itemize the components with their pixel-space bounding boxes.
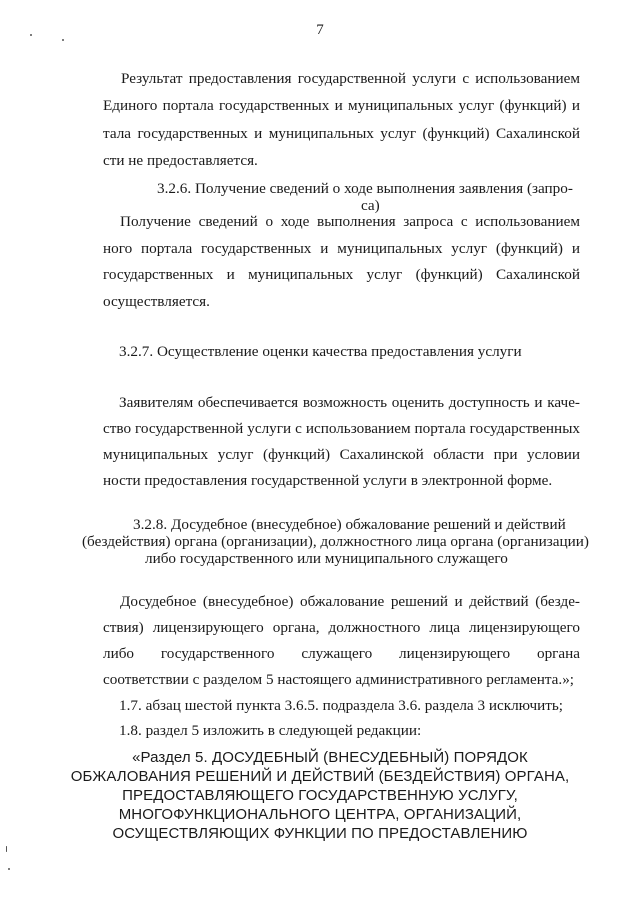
paragraph-line: Досудебное (внесудебное) обжалование решений и действий (безде- [120, 593, 580, 610]
section-heading: 3.2.6. Получение сведений о ходе выполнения заявления (запро- [157, 180, 573, 197]
list-item: 1.8. раздел 5 изложить в следующей редакции: [119, 722, 422, 739]
section-5-title-line: ОБЖАЛОВАНИЯ РЕШЕНИЙ И ДЕЙСТВИЙ (БЕЗДЕЙСТВИЯ) ОРГАНА, [70, 768, 570, 785]
paragraph-line: Единого портала государственных и муниципальных услуг (функций) и [103, 97, 580, 114]
page-number: 7 [316, 22, 324, 38]
scan-speck [8, 868, 10, 870]
section-heading: 3.2.8. Досудебное (внесудебное) обжалование решений и действий [133, 516, 566, 533]
scan-speck [62, 39, 64, 41]
section-heading: (бездействия) органа (организации), должностного лица органа (организации) [82, 533, 589, 550]
section-5-title-line: «Раздел 5. ДОСУДЕБНЫЙ (ВНЕСУДЕБНЫЙ) ПОРЯДОК [132, 749, 528, 766]
section-heading: либо государственного или муниципального служащего [145, 550, 508, 567]
paragraph-line: ствия) лицензирующего органа, должностного лица лицензирующего [103, 619, 580, 636]
paragraph-line: соответствии с разделом 5 настоящего административного регламента.»; [103, 671, 575, 688]
paragraph-line: сти не предоставляется. [103, 152, 258, 169]
scan-speck [6, 846, 7, 852]
paragraph-line: Заявителям обеспечивается возможность оценить доступность и каче- [119, 394, 580, 411]
paragraph-line: ного портала государственных и муниципальных услуг (функций) и [103, 240, 580, 257]
paragraph-line: государственных и муниципальных услуг (функций) Сахалинской [103, 266, 580, 283]
paragraph-line: либо государственного служащего лицензирующего органа [103, 645, 580, 662]
section-heading: 3.2.7. Осуществление оценки качества предоставления услуги [119, 343, 522, 360]
section-heading: са) [361, 197, 380, 214]
paragraph-line: ности предоставления государственной услуги в электронной форме. [103, 472, 553, 489]
paragraph-line: муниципальных услуг (функций) Сахалинской области при условии [103, 446, 580, 463]
section-5-title-line: ОСУЩЕСТВЛЯЮЩИХ ФУНКЦИИ ПО ПРЕДОСТАВЛЕНИЮ [112, 825, 528, 842]
section-5-title-line: МНОГОФУНКЦИОНАЛЬНОГО ЦЕНТРА, ОРГАНИЗАЦИЙ, [118, 806, 522, 823]
paragraph-line: Результат предоставления государственной услуги с использованием [121, 70, 580, 87]
paragraph-line: Получение сведений о ходе выполнения запроса с использованием [120, 213, 580, 230]
paragraph-line: ство государственной услуги с использованием портала государственных [103, 420, 580, 437]
list-item: 1.7. абзац шестой пункта 3.6.5. подраздела 3.6. раздела 3 исключить; [119, 697, 563, 714]
section-5-title-line: ПРЕДОСТАВЛЯЮЩЕГО ГОСУДАРСТВЕННУЮ УСЛУГУ, [122, 787, 518, 804]
paragraph-line: осуществляется. [103, 293, 210, 310]
paragraph-line: тала государственных и муниципальных услуг (функций) Сахалинской [103, 125, 580, 142]
